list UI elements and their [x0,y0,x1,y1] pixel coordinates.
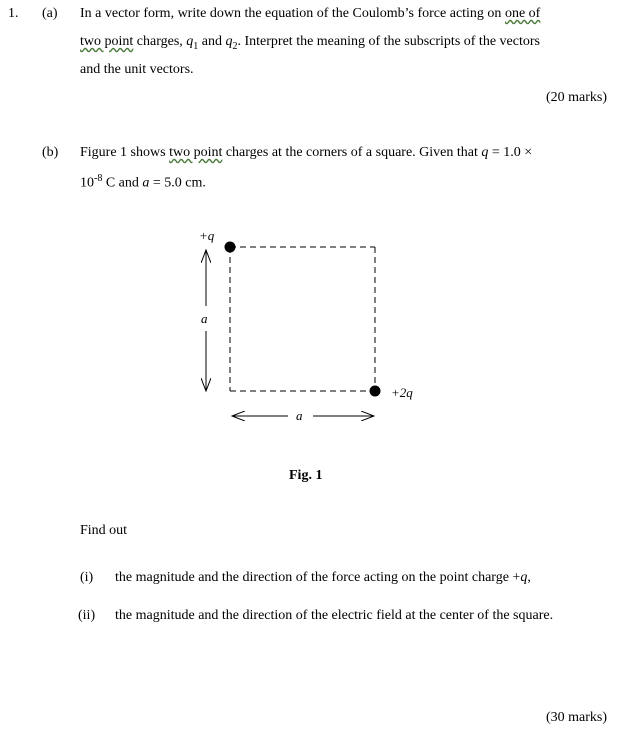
part-b-line-2-mid: C and [102,175,143,191]
charge-q-dot [225,242,236,253]
figure-caption: Fig. 1 [289,468,323,483]
find-out-heading: Find out [80,523,128,538]
q1-symbol: q [186,34,194,49]
given-a-symbol: a [142,175,150,191]
part-b-marks: (30 marks) [545,710,607,725]
sub-ii-label: (ii) [78,608,96,623]
horizontal-side-label: a [296,408,303,423]
part-a-line-1-text: In a vector form, write down the equation of the Coulomb’s force acting on [80,6,505,21]
given-q-symbol: q [481,145,489,160]
power-base: 10 [80,175,94,191]
part-b-label: (b) [42,145,59,160]
sub-i-q-symbol: q [520,570,528,585]
part-a-line-2-mid: charges, [133,34,187,49]
given-q-value: = 1.0 × [488,145,533,160]
part-a-line-1-wavy: one of [504,6,541,21]
part-a-marks: (20 marks) [545,90,607,105]
q1-subscript: 1 [193,40,199,52]
part-b-line-1-post: charges at the corners of a square. Given that [222,145,482,160]
part-a-label: (a) [42,6,58,21]
part-a-line-2-wavy: two point [80,34,134,49]
and-word: and [198,34,226,49]
power-exponent: -8 [94,173,103,184]
part-a-line-2-post: . Interpret the meaning of the subscripts of the vectors [237,34,540,49]
part-a-line-3: and the unit vectors. [80,62,194,77]
sub-i-text-post: , [527,570,531,585]
sub-ii-text: the magnitude and the direction of the electric field at the center of the square. [115,608,554,623]
q2-symbol: q [225,34,233,49]
sub-i-label: (i) [80,570,94,585]
sub-i-text-pre: the magnitude and the direction of the force acting on the point charge + [115,570,521,585]
part-b-line-1-wavy: two point [169,145,223,160]
charge-2q-label: +2q [391,385,413,400]
part-b-line-1-pre: Figure 1 shows [80,145,170,160]
sub-i-text [115,570,531,586]
given-a-value: = 5.0 cm. [149,175,206,191]
charge-q-label: +q [199,228,215,243]
q2-subscript: 2 [232,40,238,52]
vertical-side-label: a [201,311,208,326]
question-number: 1. [8,6,19,21]
charge-2q-dot [370,386,381,397]
